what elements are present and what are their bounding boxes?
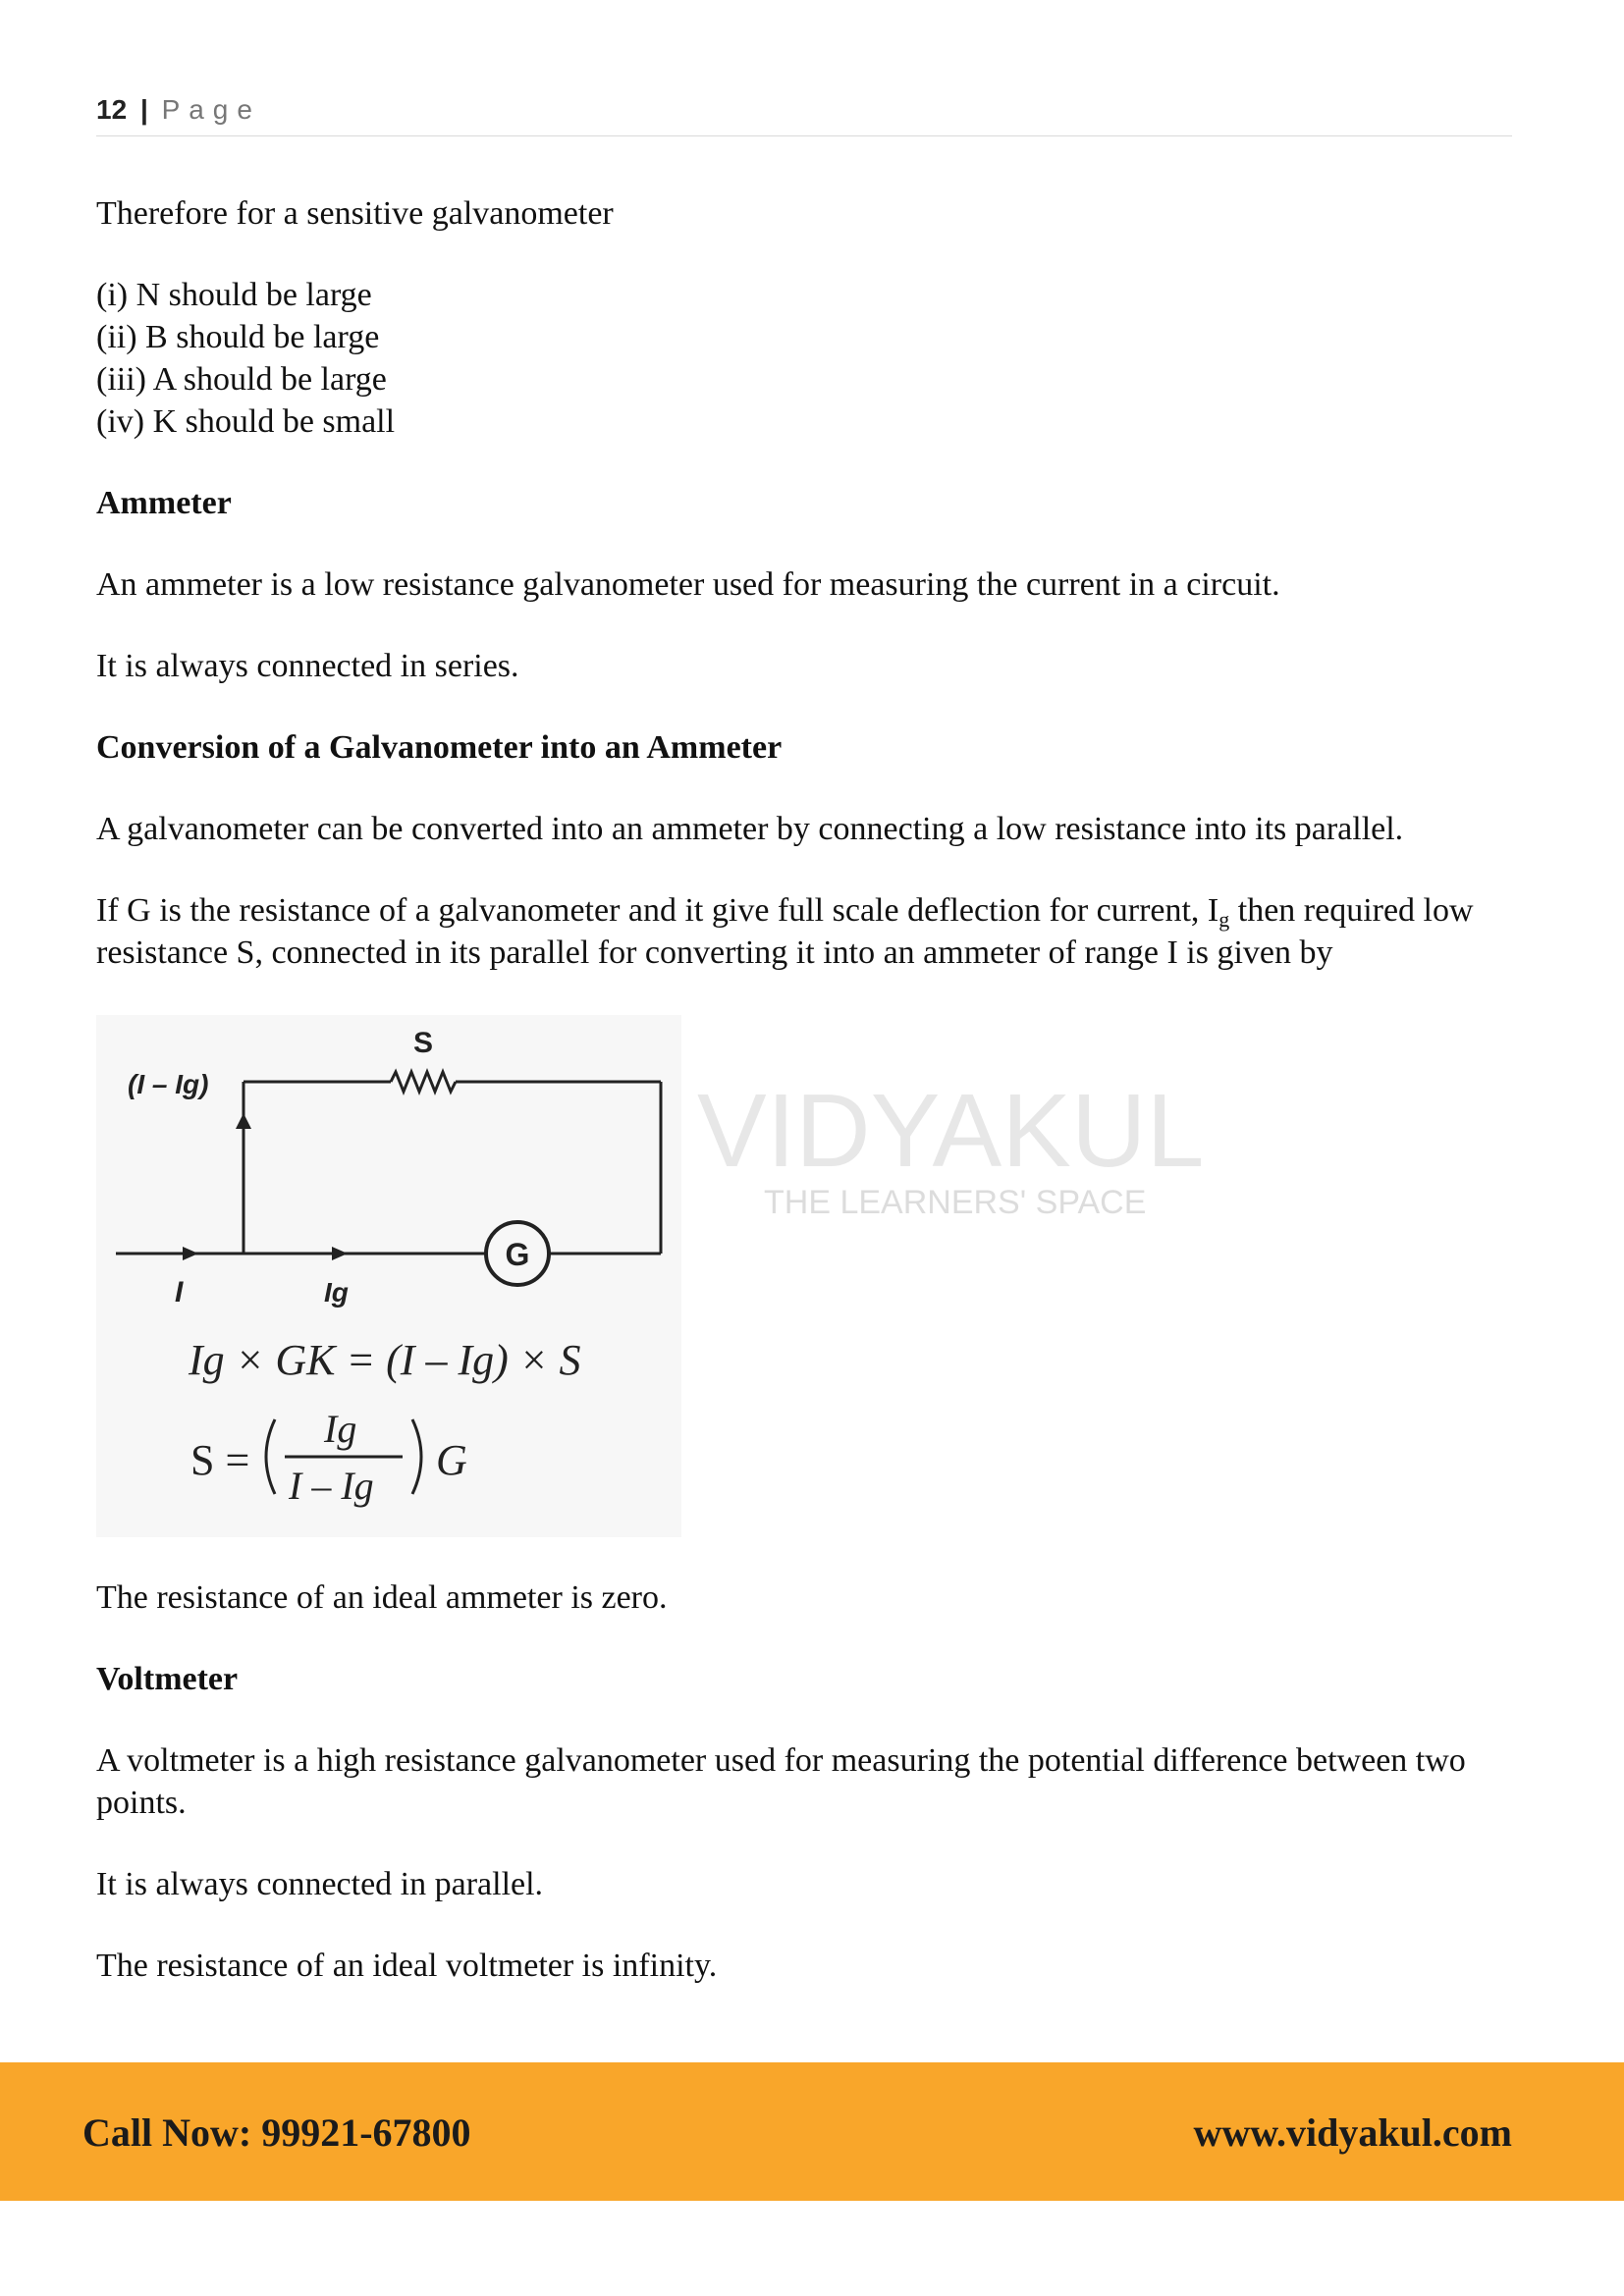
- equation-shunt-numerator: Ig: [324, 1407, 357, 1451]
- branch-current-arrow-icon: [236, 1113, 251, 1129]
- galvanometer-current-arrow-icon: [332, 1247, 348, 1260]
- page-number: 12: [96, 94, 128, 125]
- condition-item: (ii) B should be large: [96, 319, 380, 355]
- galvanometer-current-label: Ig: [324, 1277, 349, 1308]
- sensitivity-conditions-list: [96, 274, 1512, 443]
- equation-balance: Ig × GK = (I – Ig) × S: [189, 1336, 581, 1384]
- watermark-brand: VIDYAKUL: [697, 1073, 1205, 1189]
- main-current-arrow-icon: [183, 1247, 198, 1260]
- conversion-paragraph-1: A galvanometer can be converted into an ammeter by connecting a low resistance into its parallel.: [96, 811, 1404, 847]
- page-content: [96, 192, 1512, 1987]
- ideal-voltmeter-text: The resistance of an ideal voltmeter is infinity.: [96, 1948, 718, 1984]
- intro-text: Therefore for a sensitive galvanometer: [96, 195, 614, 232]
- voltmeter-definition: A voltmeter is a high resistance galvanometer used for measuring the potential difference between two points.: [96, 1742, 1466, 1821]
- ammeter-definition: An ammeter is a low resistance galvanometer used for measuring the current in a circuit.: [96, 566, 1280, 603]
- equation-shunt-denominator: I – Ig: [289, 1464, 374, 1508]
- ammeter-heading: Ammeter: [96, 485, 232, 521]
- header-separator: |: [139, 94, 148, 125]
- voltmeter-heading: Voltmeter: [96, 1661, 239, 1697]
- call-now-text: Call Now: 99921-67800: [82, 2110, 471, 2155]
- main-current-label: I: [175, 1276, 184, 1308]
- condition-item: (iv) K should be small: [96, 403, 396, 440]
- ideal-ammeter-text: The resistance of an ideal ammeter is zero.: [96, 1579, 668, 1616]
- conversion-paragraph-2: If G is the resistance of a galvanometer and it give full scale deflection for current, $I_g$ then required low resistance S, connected in its parallel for converting it into an ammeter of range I is given by: [96, 892, 1474, 971]
- website-link[interactable]: www.vidyakul.com: [1193, 2110, 1512, 2155]
- page-header: [96, 94, 1512, 136]
- page-label: Page: [161, 94, 261, 125]
- condition-item: (iii) A should be large: [96, 361, 387, 398]
- equation-shunt-rhs: G: [436, 1436, 467, 1484]
- ammeter-connection: It is always connected in series.: [96, 648, 519, 684]
- condition-item: (i) N should be large: [96, 277, 372, 313]
- conversion-heading: Conversion of a Galvanometer into an Ammeter: [96, 729, 783, 766]
- branch-current-label: (I – Ig): [128, 1069, 209, 1099]
- galvanometer-label: G: [505, 1237, 530, 1272]
- ammeter-circuit-figure: [96, 1015, 681, 1537]
- shunt-label: S: [412, 1027, 434, 1059]
- equation-shunt-lhs: S =: [190, 1436, 250, 1484]
- left-bracket-icon: [266, 1419, 275, 1494]
- right-bracket-icon: [412, 1419, 421, 1494]
- voltmeter-connection: It is always connected in parallel.: [96, 1866, 544, 1902]
- footer-banner: [0, 2062, 1624, 2201]
- circuit-diagram: [96, 1015, 681, 1537]
- watermark-tagline: THE LEARNERS' SPACE: [764, 1184, 1147, 1221]
- shunt-resistor-icon: [391, 1072, 456, 1092]
